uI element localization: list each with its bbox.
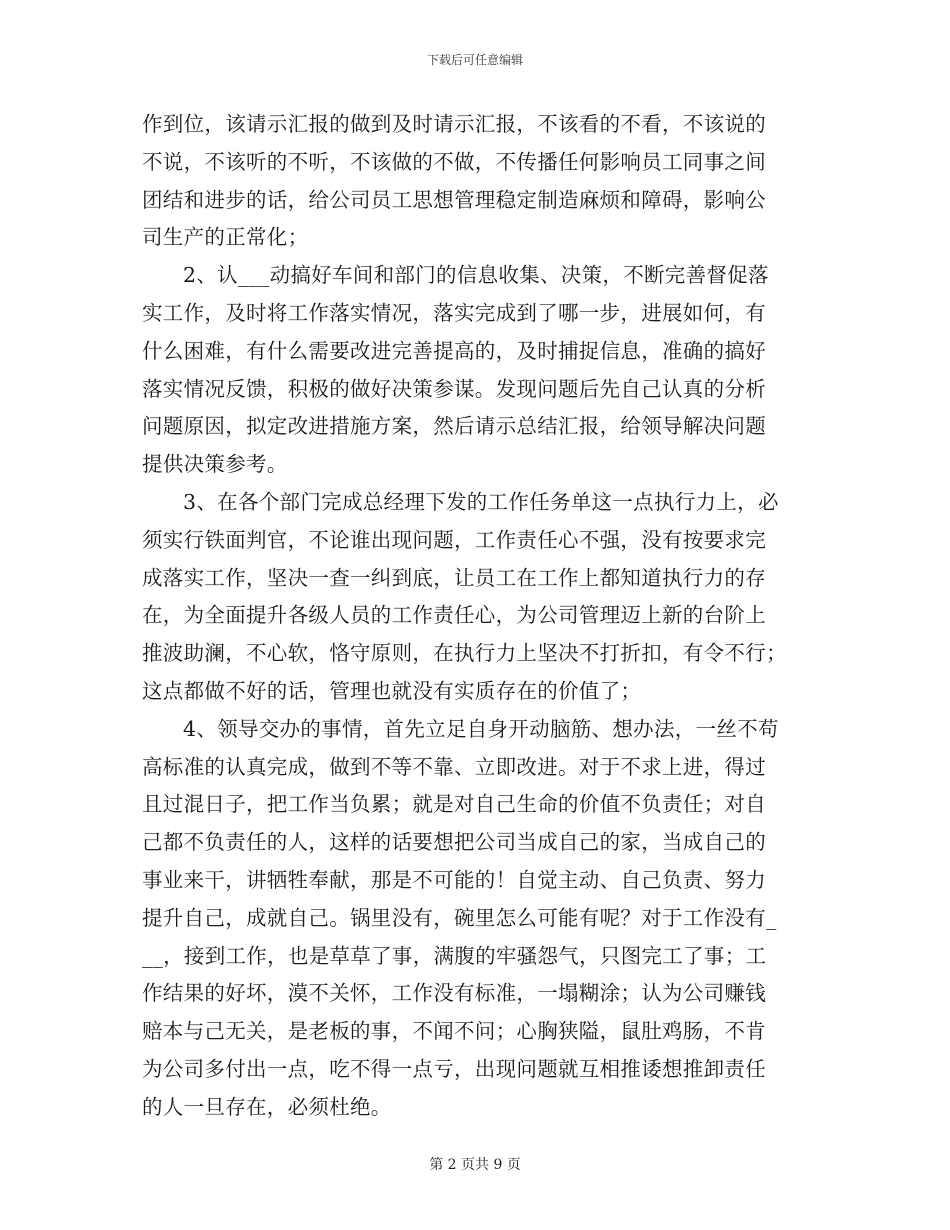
text-line: 提升自己，成就自己。锅里没有，碗里怎么可能有呢？对于工作没有_ [142, 905, 777, 930]
text-line: 赔本与己无关，是老板的事，不闻不问；心胸狭隘，鼠肚鸡肠，不肯 [142, 1019, 766, 1044]
text-line: 成落实工作，坚决一查一纠到底，让员工在工作上都知道执行力的存 [142, 565, 766, 590]
text-line: 作结果的好坏，漠不关怀，工作没有标准，一塌糊涂；认为公司赚钱 [142, 981, 766, 1006]
paragraph-4-first-line: 4、领导交办的事情，首先立足自身开动脑筋、想办法，一丝不苟 [183, 716, 779, 741]
text-line: 须实行铁面判官，不论谁出现问题，工作责任心不强，没有按要求完 [142, 527, 766, 552]
text-line: 己都不负责任的人，这样的话要想把公司当成自己的家，当成自己的 [142, 830, 766, 855]
document-body [142, 106, 806, 1127]
text-line: 作到位，该请示汇报的做到及时请示汇报，不该看的不看，不该说的 [142, 112, 766, 136]
page-number: 第 2 页共 9 页 [429, 1157, 521, 1173]
text-line: 且过混日子，把工作当负累；就是对自己生命的价值不负责任；对自 [142, 792, 766, 817]
text-line: 这点都做不好的话，管理也就没有实质存在的价值了； [142, 678, 642, 703]
paragraph-2-first-line: 2、认___动搞好车间和部门的信息收集、决策，不断完善督促落 [183, 263, 769, 288]
text-line: 不说，不该听的不听，不该做的不做，不传播任何影响员工同事之间 [142, 149, 766, 174]
text-line: __，接到工作，也是草草了事，满腹的牢骚怨气，只图完工了事；工 [142, 943, 767, 968]
text-line: 什么困难，有什么需要改进完善提高的，及时捕捉信息，准确的搞好 [142, 338, 766, 363]
text-line: 落实情况反馈，积极的做好决策参谋。发现问题后先自己认真的分析 [142, 376, 766, 401]
text-line: 在，为全面提升各级人员的工作责任心，为公司管理迈上新的台阶上 [142, 603, 766, 628]
page-header: 下载后可任意编辑 [426, 53, 523, 67]
text-line: 实工作，及时将工作落实情况，落实完成到了哪一步，进展如何，有 [142, 300, 766, 325]
paragraph-3-first-line: 3、在各个部门完成总经理下发的工作任务单这一点执行力上，必 [183, 489, 779, 514]
text-line: 事业来干，讲牺牲奉献，那是不可能的！自觉主动、自己负责、努力 [142, 867, 766, 892]
text-line: 问题原因，拟定改进措施方案，然后请示总结汇报，给领导解决问题 [142, 414, 766, 439]
text-line: 高标准的认真完成，做到不等不靠、立即改进。对于不求上进，得过 [142, 754, 766, 779]
text-line: 的人一旦存在，必须杜绝。 [142, 1094, 392, 1119]
text-line: 推波助澜，不心软，恪守原则，在执行力上坚决不打折扣，有令不行； [142, 641, 787, 666]
text-line: 为公司多付出一点，吃不得一点亏，出现问题就互相推诿想推卸责任 [142, 1056, 766, 1081]
text-line: 提供决策参考。 [142, 452, 288, 477]
text-line: 团结和进步的话，给公司员工思想管理稳定制造麻烦和障碍，影响公 [142, 187, 766, 212]
text-line: 司生产的正常化； [142, 225, 309, 250]
